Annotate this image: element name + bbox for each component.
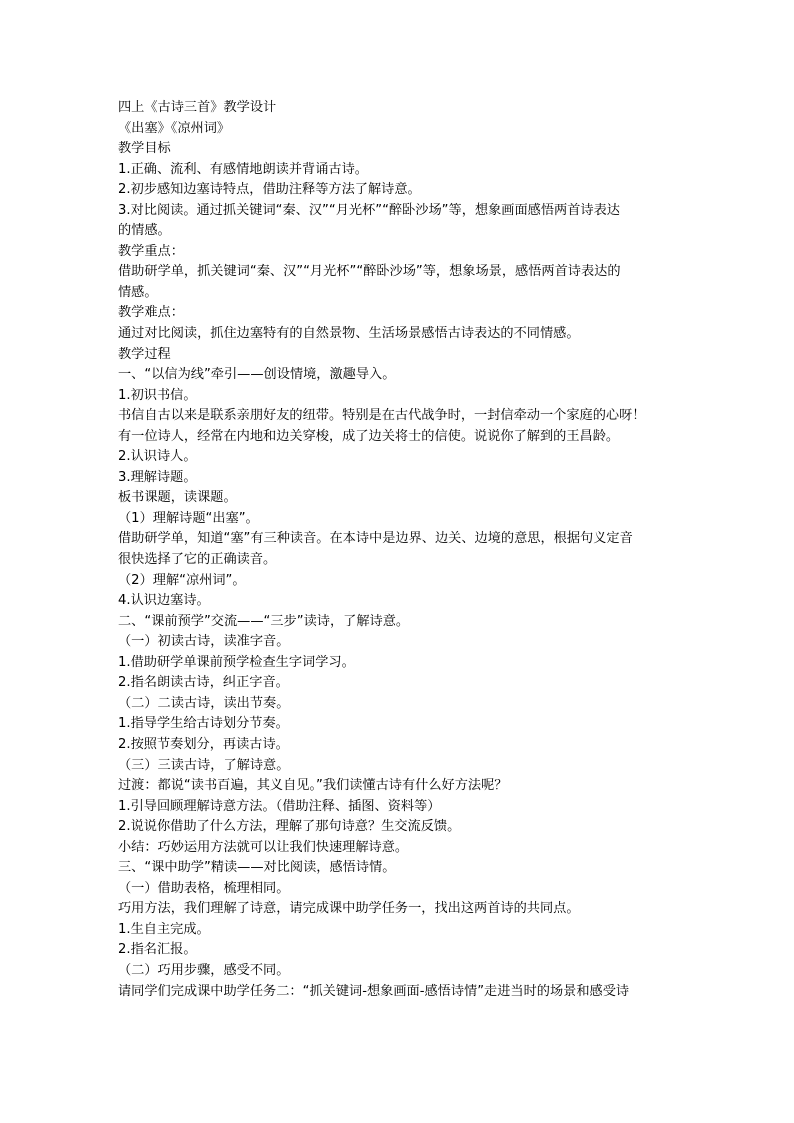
text-line: 有一位诗人，经常在内地和边关穿梭，成了边关将士的信使。说说你了解到的王昌龄。 xyxy=(118,428,620,444)
text-line: 1.生自主完成。 xyxy=(118,921,210,937)
text-line: 1.正确、流利、有感情地朗读并背诵古诗。 xyxy=(118,161,368,177)
text-line: 1.借助研学单课前预学检查生字词学习。 xyxy=(118,654,355,670)
text-line: （三）三读古诗，了解诗意。 xyxy=(118,757,290,773)
text-line: （一）初读古诗，读准字音。 xyxy=(118,634,290,650)
text-line: （2）理解“凉州词”。 xyxy=(118,572,246,588)
text-line: （1）理解诗题“出塞”。 xyxy=(118,510,259,526)
text-line: 通过对比阅读，抓住边塞特有的自然景物、生活场景感悟古诗表达的不同情感。 xyxy=(118,326,580,342)
text-line: 2.指名汇报。 xyxy=(118,942,197,958)
text-line: 很快选择了它的正确读音。 xyxy=(118,552,277,568)
section-heading-goals: 教学目标 xyxy=(118,141,171,157)
text-line: 书信自古以来是联系亲朋好友的纽带。特别是在古代战争时，一封信牵动一个家庭的心呀！ xyxy=(118,408,646,424)
section-heading-key-points: 教学重点： xyxy=(118,243,184,259)
text-line: 借助研学单，知道“塞”有三种读音。在本诗中是边界、边关、边境的意思，根据句义定音 xyxy=(118,531,633,547)
section-heading-process: 教学过程 xyxy=(118,346,171,362)
text-line: 4.认识边塞诗。 xyxy=(118,593,210,609)
text-line: 2.说说你借助了什么方法，理解了那句诗意？生交流反馈。 xyxy=(118,819,461,835)
doc-title: 四上《古诗三首》教学设计 xyxy=(118,100,277,115)
text-line: 二、“课前预学”交流——“三步”读诗，了解诗意。 xyxy=(118,613,410,629)
text-line: 3.对比阅读。通过抓关键词“秦、汉”“月光杯”“醉卧沙场”等，想象画面感悟两首诗表达 xyxy=(118,202,620,218)
text-line: 1.指导学生给古诗划分节奏。 xyxy=(118,716,289,732)
text-line: 三、“课中助学”精读——对比阅读，感悟诗情。 xyxy=(118,860,396,876)
text-line: 小结：巧妙运用方法就可以让我们快速理解诗意。 xyxy=(118,839,409,855)
text-line: 巧用方法，我们理解了诗意，请完成课中助学任务一，找出这两首诗的共同点。 xyxy=(118,901,580,917)
text-line: （二）二读古诗，读出节奏。 xyxy=(118,695,290,711)
text-line: 的情感。 xyxy=(118,223,171,239)
text-line: 2.按照节奏划分，再读古诗。 xyxy=(118,736,289,752)
text-line: 板书课题，读课题。 xyxy=(118,490,237,506)
text-line: 2.指名朗读古诗，纠正字音。 xyxy=(118,675,289,691)
text-line: 1.初识书信。 xyxy=(118,387,197,403)
text-line: （二）巧用步骤，感受不同。 xyxy=(118,962,290,978)
text-line: 情感。 xyxy=(118,284,158,300)
text-line: 3.理解诗题。 xyxy=(118,469,197,485)
section-heading-difficulties: 教学难点： xyxy=(118,305,184,321)
text-line: 过渡：都说“读书百遍，其义自见。”我们读懂古诗有什么好方法呢？ xyxy=(118,778,508,794)
text-line: 借助研学单，抓关键词“秦、汉”“月光杯”“醉卧沙场”等，想象场景，感悟两首诗表达的 xyxy=(118,264,621,280)
doc-subtitle: 《出塞》《凉州词》 xyxy=(118,120,231,136)
text-line: （一）借助表格，梳理相同。 xyxy=(118,880,290,896)
text-line: 2.认识诗人。 xyxy=(118,449,197,465)
text-line: 请同学们完成课中助学任务二：“抓关键词-想象画面-感悟诗情”走进当时的场景和感受诗 xyxy=(118,983,630,999)
text-line: 2.初步感知边塞诗特点，借助注释等方法了解诗意。 xyxy=(118,182,421,198)
document-body xyxy=(118,98,678,1002)
text-line: 一、“以信为线”牵引——创设情境，激趣导入。 xyxy=(118,367,396,383)
text-line: 1.引导回顾理解诗意方法。（借助注释、插图、资料等） xyxy=(118,798,441,814)
